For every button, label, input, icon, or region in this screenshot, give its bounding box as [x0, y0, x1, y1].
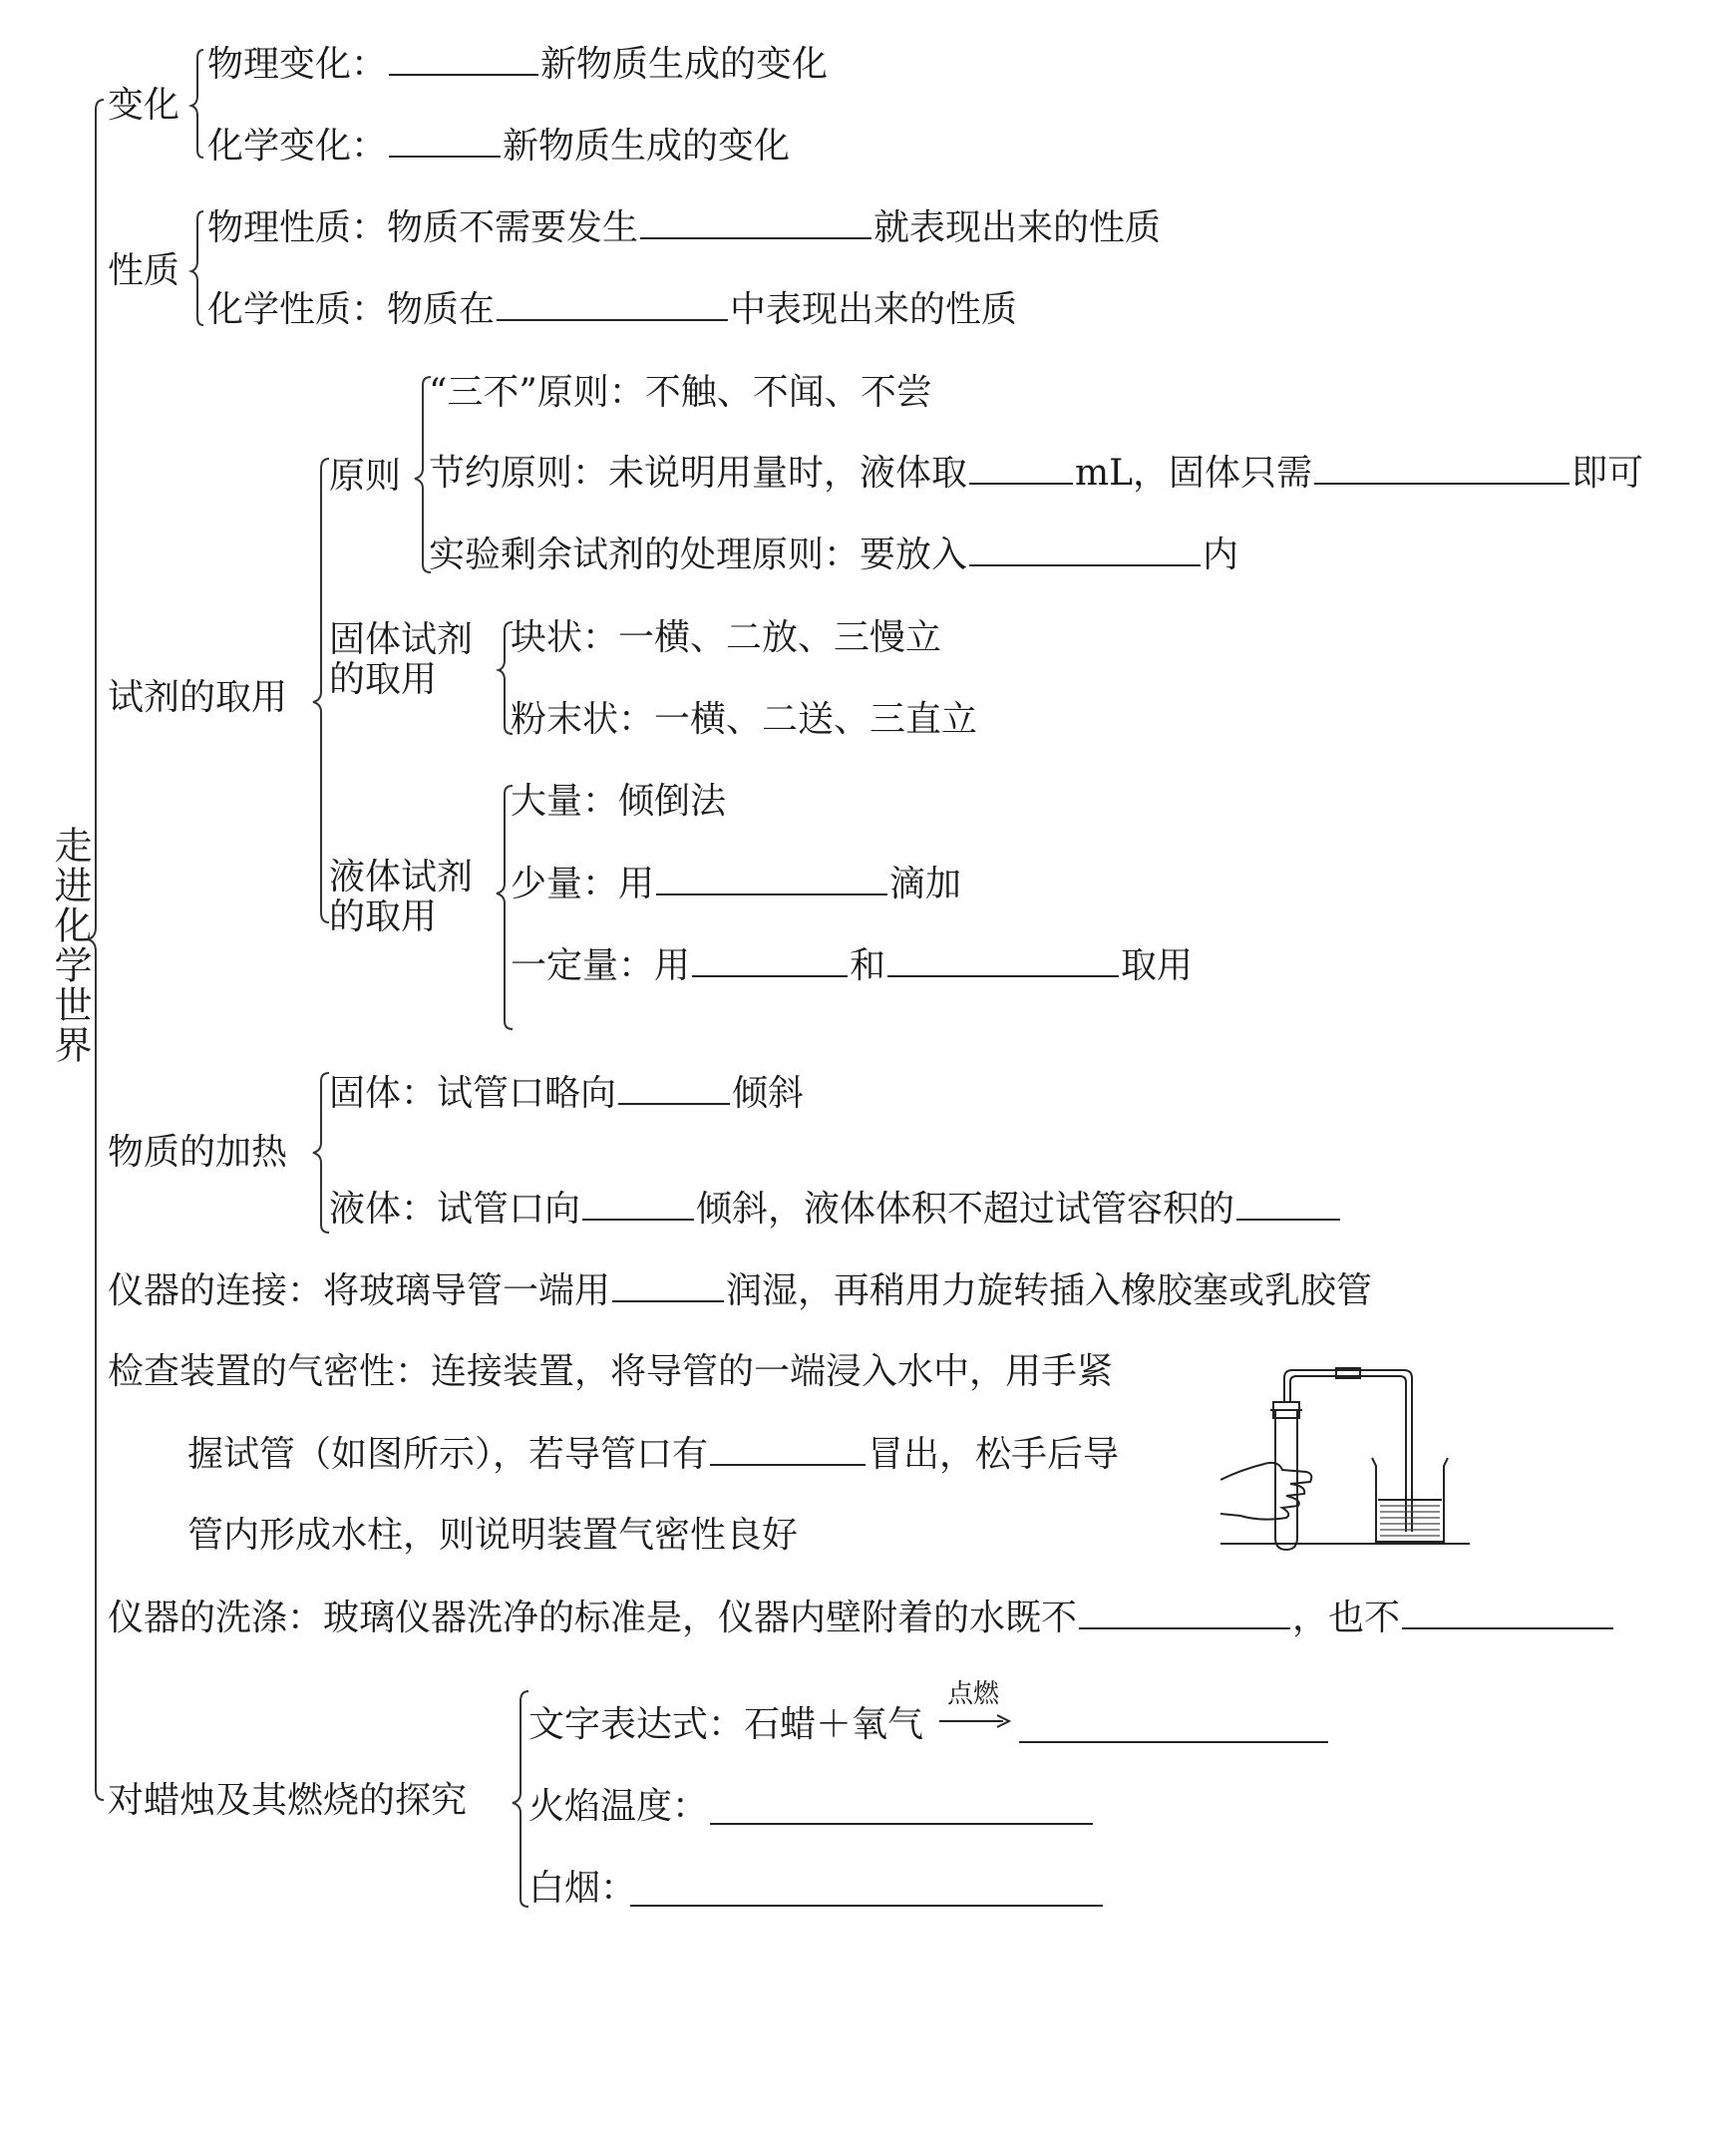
map-title: 走进化学世界 — [48, 826, 92, 1065]
chemical-property-row — [207, 287, 1017, 331]
reagent-label: 试剂的取用 — [108, 677, 288, 718]
physical-change-row — [207, 42, 828, 86]
flame-temperature-blank[interactable] — [710, 1791, 1093, 1825]
heating-liquid-row — [329, 1187, 1342, 1231]
liquid-reagent-label-1: 液体试剂 — [329, 857, 474, 897]
heating-brace — [313, 1073, 329, 1233]
washing-blank-2[interactable] — [1402, 1596, 1613, 1629]
solid-block-rule: 块状：一横、二放、三慢立 — [511, 617, 942, 658]
liquid-small-row — [511, 862, 961, 905]
connection-row — [108, 1268, 1372, 1312]
airtight-line-3: 管内形成水柱，则说明装置气密性良好 — [187, 1515, 799, 1556]
white-smoke-label: 白烟： — [528, 1868, 637, 1909]
word-equation-blank[interactable] — [1019, 1709, 1328, 1743]
solid-reagent-label-1: 固体试剂 — [329, 619, 474, 660]
leftover-principle-row — [429, 533, 1238, 576]
solid-reagent-label-2: 的取用 — [329, 659, 438, 700]
connection-suffix: 润湿，再稍用力旋转插入橡胶塞或乳胶管 — [726, 1270, 1373, 1311]
saving-liquid-blank[interactable] — [969, 451, 1073, 485]
liquid-small-blank[interactable] — [656, 862, 887, 895]
airtight-line-2-prefix: 握试管（如图所示），若导管口有 — [187, 1434, 709, 1475]
white-smoke-blank[interactable] — [630, 1873, 1103, 1907]
airtight-line-2 — [187, 1432, 1119, 1476]
chemical-property-prefix: 化学性质：物质在 — [207, 289, 496, 330]
main-brace — [88, 100, 104, 1800]
physical-change-blank[interactable] — [389, 42, 538, 76]
washing-prefix: 仪器的洗涤：玻璃仪器洗净的标准是，仪器内壁附着的水既不 — [108, 1598, 1078, 1638]
saving-principle-row — [429, 451, 1643, 495]
leftover-prefix: 实验剩余试剂的处理原则：要放入 — [429, 535, 968, 575]
liquid-small-prefix: 少量：用 — [511, 864, 655, 904]
saving-middle: mL，固体只需 — [1075, 453, 1313, 494]
leftover-blank[interactable] — [969, 533, 1201, 566]
liquid-fixed-blank-1[interactable] — [692, 943, 848, 977]
changes-label: 变化 — [108, 85, 180, 126]
airtight-apparatus-illustration — [1220, 1360, 1480, 1556]
chemical-property-blank[interactable] — [497, 287, 728, 321]
chemical-change-prefix: 化学变化： — [207, 126, 388, 167]
washing-middle: ，也不 — [1292, 1598, 1401, 1638]
airtight-line-2-suffix: 冒出，松手后导 — [868, 1434, 1120, 1475]
word-equation-prefix: 文字表达式：石蜡＋氧气 — [528, 1704, 924, 1745]
ignite-condition: 点燃 — [947, 1679, 1000, 1709]
heating-solid-prefix: 固体：试管口略向 — [329, 1073, 617, 1114]
liquid-fixed-blank-2[interactable] — [887, 943, 1119, 977]
heating-solid-suffix: 倾斜 — [732, 1073, 805, 1114]
reagent-brace — [313, 459, 329, 922]
candle-brace — [513, 1691, 528, 1907]
saving-suffix: 即可 — [1571, 453, 1644, 494]
properties-brace — [191, 211, 203, 325]
word-equation-row — [528, 1703, 923, 1747]
properties-label: 性质 — [108, 250, 180, 291]
physical-property-prefix: 物理性质：物质不需要发生 — [207, 207, 639, 248]
chemical-change-blank[interactable] — [389, 124, 501, 158]
heating-liquid-blank-2[interactable] — [1236, 1187, 1340, 1221]
chemical-property-suffix: 中表现出来的性质 — [730, 289, 1018, 330]
three-no-principle: “三不”原则：不触、不闻、不尝 — [429, 372, 932, 413]
physical-change-prefix: 物理变化： — [207, 44, 388, 85]
airtight-line-1: 检查装置的气密性：连接装置，将导管的一端浸入水中，用手紧 — [108, 1351, 1114, 1392]
liquid-reagent-label-2: 的取用 — [329, 896, 438, 937]
test-tube — [1275, 1410, 1297, 1550]
liquid-fixed-middle: 和 — [850, 945, 886, 986]
liquid-large-rule: 大量：倾倒法 — [511, 781, 727, 822]
heating-liquid-prefix: 液体：试管口向 — [329, 1189, 581, 1230]
chemical-change-suffix: 新物质生成的变化 — [503, 126, 791, 167]
liquid-fixed-suffix: 取用 — [1121, 945, 1194, 986]
connection-blank[interactable] — [612, 1268, 724, 1302]
changes-brace — [191, 50, 203, 158]
candle-label: 对蜡烛及其燃烧的探究 — [108, 1780, 468, 1821]
heating-label: 物质的加热 — [108, 1132, 288, 1173]
liquid-fixed-prefix: 一定量：用 — [511, 945, 691, 986]
washing-blank-1[interactable] — [1079, 1596, 1290, 1629]
heating-solid-row — [329, 1071, 804, 1115]
airtight-blank[interactable] — [710, 1432, 866, 1466]
saving-prefix: 节约原则：未说明用量时，液体取 — [429, 453, 968, 494]
chemical-change-row — [207, 124, 790, 168]
heating-liquid-suffix: 倾斜，液体体积不超过试管容积的 — [696, 1189, 1235, 1230]
leftover-suffix: 内 — [1203, 535, 1239, 575]
physical-property-suffix: 就表现出来的性质 — [873, 207, 1162, 248]
heating-liquid-blank-1[interactable] — [582, 1187, 694, 1221]
reaction-arrow-icon — [937, 1711, 1013, 1731]
liquid-fixed-row — [511, 943, 1193, 987]
physical-change-suffix: 新物质生成的变化 — [540, 44, 829, 85]
glass-tube — [1284, 1370, 1412, 1532]
saving-solid-blank[interactable] — [1314, 451, 1569, 485]
physical-property-blank[interactable] — [640, 205, 871, 239]
physical-property-row — [207, 205, 1161, 249]
liquid-small-suffix: 滴加 — [889, 864, 962, 904]
principles-label: 原则 — [329, 456, 402, 497]
heating-solid-blank[interactable] — [618, 1071, 730, 1105]
flame-temperature-label: 火焰温度： — [528, 1786, 709, 1827]
washing-row — [108, 1596, 1615, 1639]
connection-prefix: 仪器的连接：将玻璃导管一端用 — [108, 1270, 611, 1311]
solid-powder-rule: 粉末状：一横、二送、三直立 — [511, 699, 978, 740]
